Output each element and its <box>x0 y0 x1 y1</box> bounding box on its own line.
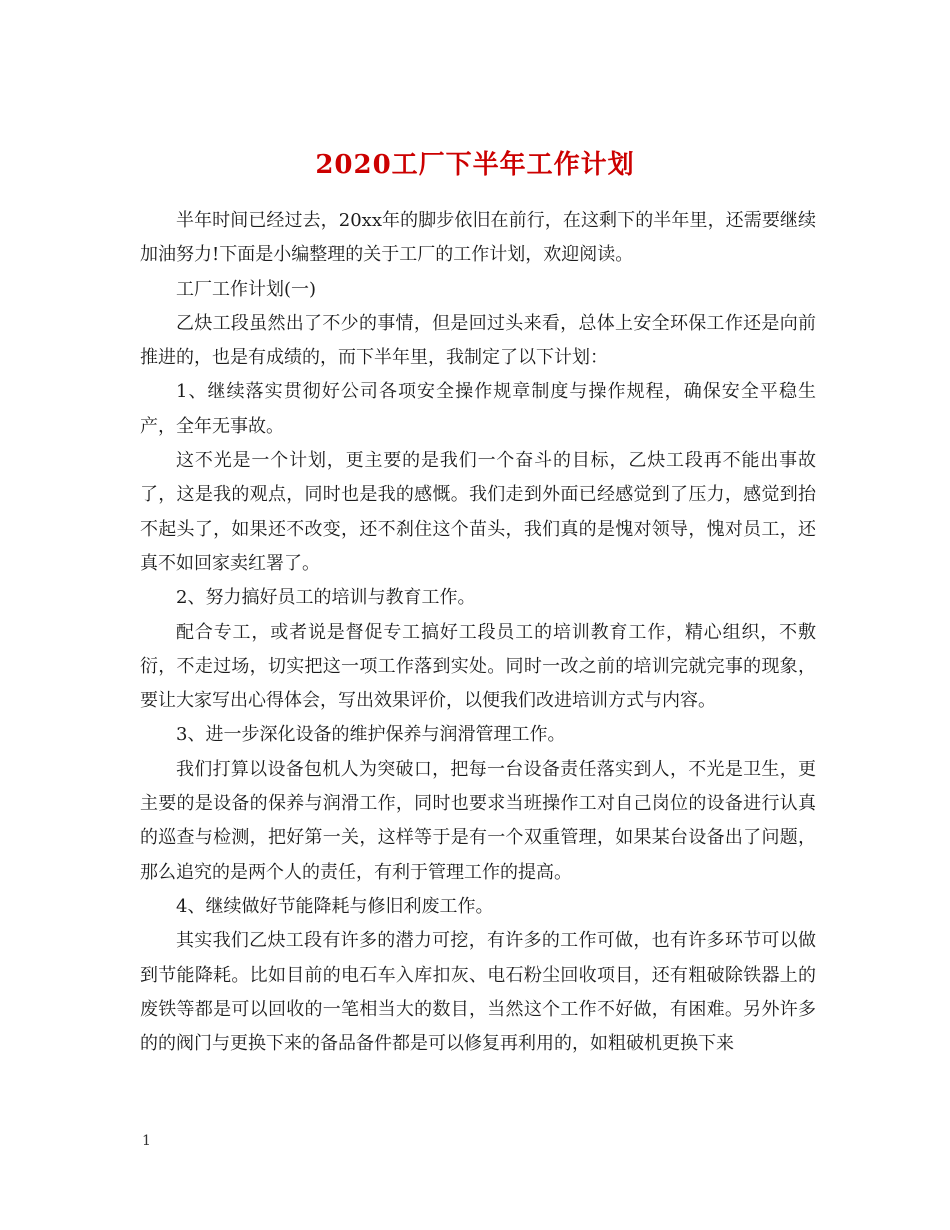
page-number: 1 <box>142 1133 151 1149</box>
paragraph-training: 配合专工，或者说是督促专工搞好工段员工的培训教育工作，精心组织，不敷衍，不走过场，切实把这一项工作落到实处。同时一改之前的培训完就完事的现象，要让大家写出心得体会，写出效果评价，以便我们改进培训方式与内容。 <box>140 621 816 712</box>
paragraph-equipment: 我们打算以设备包机人为突破口，把每一台设备责任落实到人，不光是卫生，更主要的是设备的保养与润滑工作，同时也要求当班操作工对自己岗位的设备进行认真的巡查与检测，把好第一关，这样等于是有一个双重管理，如果某台设备出了问题，那么追究的是两个人的责任，有利于管理工作的提高。 <box>140 758 816 883</box>
paragraph-energy-saving: 其实我们乙炔工段有许多的潜力可挖，有许多的工作可做，也有许多环节可以做到节能降耗。比如目前的电石车入库扣灰、电石粉尘回收项目，还有粗破除铁器上的废铁等都是可以回收的一笔相当大的数目，当然这个工作不好做，有困难。另外许多的的阀门与更换下来的备品备件都是可以修复再利用的，如粗破机更换下来 <box>140 930 816 1055</box>
list-item-2: 2、努力搞好员工的培训与教育工作。 <box>176 587 476 609</box>
paragraph-overview: 乙炔工段虽然出了不少的事情，但是回过头来看，总体上安全环保工作还是向前推进的，也是有成绩的，而下半年里，我制定了以下计划： <box>140 312 816 369</box>
document-body <box>140 204 816 1061</box>
document-title: 2020工厂下半年工作计划 <box>315 150 635 181</box>
list-item-3: 3、进一步深化设备的维护保养与润滑管理工作。 <box>176 724 566 746</box>
list-item-1: 1、继续落实贯彻好公司各项安全操作规章制度与操作规程，确保安全平稳生产，全年无事故。 <box>140 381 816 437</box>
section-heading-plan-one: 工厂工作计划(一) <box>176 278 317 300</box>
paragraph-goal: 这不光是一个计划，更主要的是我们一个奋斗的目标，乙炔工段再不能出事故了，这是我的观点，同时也是我的感慨。我们走到外面已经感觉到了压力，感觉到抬不起头了，如果还不改变，还不刹住这个苗头，我们真的是愧对领导，愧对员工，还真不如回家卖红署了。 <box>140 450 816 574</box>
paragraph-intro: 半年时间已经过去，20xx年的脚步依旧在前行，在这剩下的半年里，还需要继续加油努力!下面是小编整理的关于工厂的工作计划，欢迎阅读。 <box>140 210 816 266</box>
list-item-4: 4、继续做好节能降耗与修旧利废工作。 <box>176 895 494 917</box>
